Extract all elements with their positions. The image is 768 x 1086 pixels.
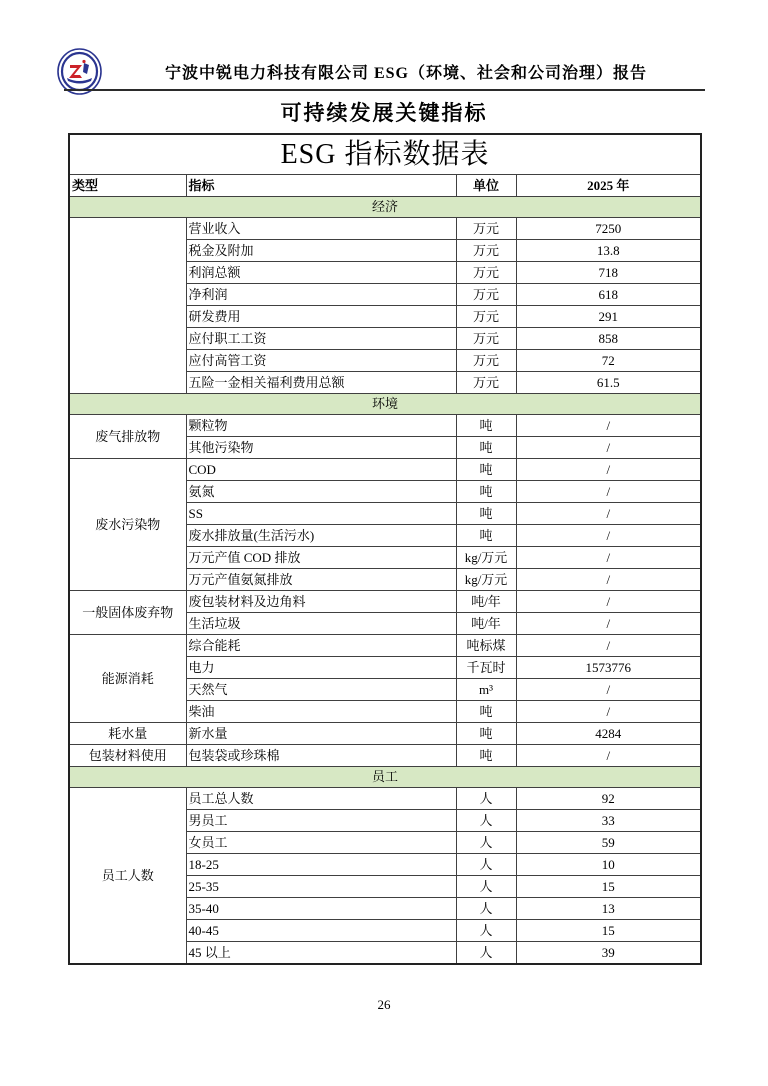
- unit-cell: 万元: [456, 262, 516, 284]
- value-cell: /: [516, 459, 701, 481]
- indicator-cell: 包装袋或珍珠棉: [186, 745, 456, 767]
- unit-cell: 人: [456, 832, 516, 854]
- indicator-cell: 天然气: [186, 679, 456, 701]
- column-header: 2025 年: [516, 175, 701, 197]
- indicator-cell: 应付职工工资: [186, 328, 456, 350]
- indicator-cell: 25-35: [186, 876, 456, 898]
- value-cell: 92: [516, 788, 701, 810]
- unit-cell: 吨标煤: [456, 635, 516, 657]
- unit-cell: 人: [456, 920, 516, 942]
- unit-cell: 万元: [456, 328, 516, 350]
- unit-cell: 吨: [456, 723, 516, 745]
- indicator-cell: 40-45: [186, 920, 456, 942]
- page-title: 可持续发展关键指标: [280, 101, 488, 125]
- type-cell: 一般固体废弃物: [69, 591, 186, 635]
- table-row: [69, 218, 701, 240]
- unit-cell: 吨: [456, 503, 516, 525]
- value-cell: 10: [516, 854, 701, 876]
- indicator-cell: 柴油: [186, 701, 456, 723]
- unit-cell: 吨: [456, 701, 516, 723]
- unit-cell: 万元: [456, 218, 516, 240]
- section-band-label: 员工: [69, 767, 701, 788]
- unit-cell: 吨/年: [456, 591, 516, 613]
- indicator-cell: 废包装材料及边角料: [186, 591, 456, 613]
- value-cell: /: [516, 547, 701, 569]
- company-logo-icon: [57, 48, 102, 95]
- indicator-cell: 生活垃圾: [186, 613, 456, 635]
- value-cell: 618: [516, 284, 701, 306]
- unit-cell: 万元: [456, 306, 516, 328]
- value-cell: /: [516, 635, 701, 657]
- unit-cell: 万元: [456, 372, 516, 394]
- value-cell: 4284: [516, 723, 701, 745]
- unit-cell: 人: [456, 898, 516, 920]
- indicator-cell: 其他污染物: [186, 437, 456, 459]
- table-row: [69, 788, 701, 810]
- value-cell: 13.8: [516, 240, 701, 262]
- unit-cell: kg/万元: [456, 547, 516, 569]
- value-cell: 718: [516, 262, 701, 284]
- indicator-cell: 利润总额: [186, 262, 456, 284]
- unit-cell: 吨: [456, 437, 516, 459]
- indicator-cell: 万元产值 COD 排放: [186, 547, 456, 569]
- type-cell: 包装材料使用: [69, 745, 186, 767]
- indicator-cell: 颗粒物: [186, 415, 456, 437]
- value-cell: /: [516, 591, 701, 613]
- type-cell: [69, 218, 186, 394]
- page-number: 26: [377, 997, 391, 1012]
- indicator-cell: 综合能耗: [186, 635, 456, 657]
- value-cell: 39: [516, 942, 701, 965]
- value-cell: 33: [516, 810, 701, 832]
- value-cell: 72: [516, 350, 701, 372]
- section-band-label: 环境: [69, 394, 701, 415]
- indicator-cell: 净利润: [186, 284, 456, 306]
- type-cell: 能源消耗: [69, 635, 186, 723]
- value-cell: 1573776: [516, 657, 701, 679]
- indicator-cell: 电力: [186, 657, 456, 679]
- unit-cell: 人: [456, 876, 516, 898]
- indicator-cell: 万元产值氨氮排放: [186, 569, 456, 591]
- indicator-cell: 税金及附加: [186, 240, 456, 262]
- value-cell: /: [516, 503, 701, 525]
- column-header: 指标: [186, 175, 456, 197]
- value-cell: /: [516, 613, 701, 635]
- table-row: [69, 415, 701, 437]
- table-title: ESG 指标数据表: [69, 134, 701, 175]
- table-header-row: [69, 175, 701, 197]
- table-title-row: [69, 134, 701, 175]
- unit-cell: 千瓦时: [456, 657, 516, 679]
- unit-cell: 吨: [456, 481, 516, 503]
- unit-cell: 人: [456, 810, 516, 832]
- unit-cell: 万元: [456, 240, 516, 262]
- value-cell: 59: [516, 832, 701, 854]
- unit-cell: kg/万元: [456, 569, 516, 591]
- indicator-cell: 员工总人数: [186, 788, 456, 810]
- section-band-row: [69, 197, 701, 218]
- unit-cell: 吨: [456, 415, 516, 437]
- value-cell: /: [516, 745, 701, 767]
- type-cell: 耗水量: [69, 723, 186, 745]
- indicator-cell: 氨氮: [186, 481, 456, 503]
- section-band-label: 经济: [69, 197, 701, 218]
- unit-cell: 吨: [456, 745, 516, 767]
- indicator-cell: 18-25: [186, 854, 456, 876]
- value-cell: /: [516, 701, 701, 723]
- value-cell: 858: [516, 328, 701, 350]
- value-cell: 61.5: [516, 372, 701, 394]
- indicator-cell: 废水排放量(生活污水): [186, 525, 456, 547]
- type-cell: 废水污染物: [69, 459, 186, 591]
- value-cell: 7250: [516, 218, 701, 240]
- unit-cell: 吨/年: [456, 613, 516, 635]
- column-header: 单位: [456, 175, 516, 197]
- indicator-cell: 女员工: [186, 832, 456, 854]
- value-cell: 15: [516, 876, 701, 898]
- unit-cell: 人: [456, 788, 516, 810]
- value-cell: 15: [516, 920, 701, 942]
- unit-cell: 吨: [456, 459, 516, 481]
- section-band-row: [69, 394, 701, 415]
- indicator-cell: 五险一金相关福利费用总额: [186, 372, 456, 394]
- table-row: [69, 635, 701, 657]
- indicator-cell: COD: [186, 459, 456, 481]
- type-cell: 废气排放物: [69, 415, 186, 459]
- value-cell: /: [516, 415, 701, 437]
- header-divider: [64, 89, 705, 91]
- esg-table: [68, 133, 702, 965]
- unit-cell: 万元: [456, 284, 516, 306]
- report-header-title: 宁波中锐电力科技有限公司 ESG（环境、社会和公司治理）报告: [164, 65, 648, 82]
- indicator-cell: SS: [186, 503, 456, 525]
- unit-cell: 人: [456, 854, 516, 876]
- indicator-cell: 应付高管工资: [186, 350, 456, 372]
- indicator-cell: 35-40: [186, 898, 456, 920]
- value-cell: /: [516, 525, 701, 547]
- value-cell: /: [516, 481, 701, 503]
- section-band-row: [69, 767, 701, 788]
- value-cell: /: [516, 679, 701, 701]
- value-cell: /: [516, 437, 701, 459]
- value-cell: 291: [516, 306, 701, 328]
- column-header: 类型: [69, 175, 186, 197]
- table-row: [69, 459, 701, 481]
- indicator-cell: 45 以上: [186, 942, 456, 965]
- unit-cell: 万元: [456, 350, 516, 372]
- table-row: [69, 745, 701, 767]
- indicator-cell: 男员工: [186, 810, 456, 832]
- unit-cell: 人: [456, 942, 516, 965]
- indicator-cell: 新水量: [186, 723, 456, 745]
- indicator-cell: 研发费用: [186, 306, 456, 328]
- table-row: [69, 591, 701, 613]
- value-cell: 13: [516, 898, 701, 920]
- unit-cell: 吨: [456, 525, 516, 547]
- unit-cell: m³: [456, 679, 516, 701]
- value-cell: /: [516, 569, 701, 591]
- type-cell: 员工人数: [69, 788, 186, 965]
- table-row: [69, 723, 701, 745]
- indicator-cell: 营业收入: [186, 218, 456, 240]
